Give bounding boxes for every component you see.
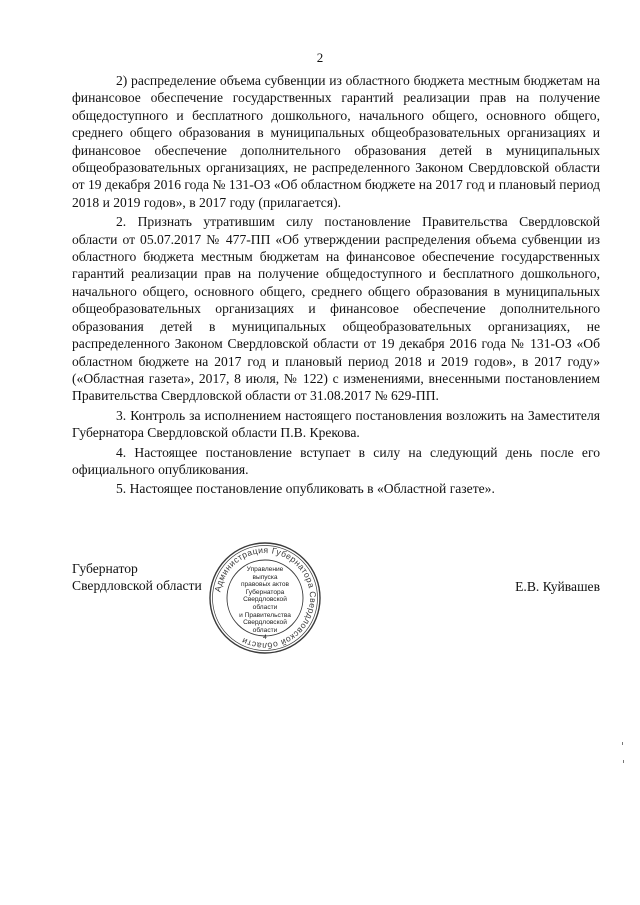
official-seal [207, 540, 323, 656]
seal-line: Свердловской [243, 619, 287, 627]
scan-speck [623, 760, 624, 763]
seal-ring-text: Администрация Губернатора Свердловской области [212, 544, 319, 652]
signatory-position [72, 560, 202, 594]
paragraph-1: 2) распределение объема субвенции из областного бюджета местным бюджетам на финансовое обеспечение государственных гарантий реализации прав на получение общедоступного и бесплатного дошкольного, начального общего, основного общего, среднего общего образования в муниципальных общеобразовательных организациях и финансовое обеспечение дополнительного образования детей в муниципальных общеобразовательных организациях, не распределенного Законом Свердловской области от 19 декабря 2016 года № 131-ОЗ «Об областном бюджете на 2017 год и плановый период 2018 и 2019 годов», в 2017 году (прилагается). [72, 73, 600, 210]
page-number: 2 [316, 50, 324, 65]
seal-line: и Правительства [239, 611, 291, 619]
signature-block [72, 544, 600, 670]
seal-line: правовых актов [240, 581, 290, 589]
paragraph-2: 2. Признать утратившим силу постановление Правительства Свердловской области от 05.07.2017 № 477-ПП «Об утверждении распределения объема субвенции из областного бюджета местным бюджетам на финансовое обеспечение государственных гарантий реализации прав на получение общедоступного и бесплатного дошкольного, начального общего, основного общего, среднего общего образования в муниципальных общеобразовательных организациях и финансовое обеспечение дополнительного образования детей в муниципальных общеобразовательных организациях, не распределенного Законом Свердловской области от 19 декабря 2016 года № 131-ОЗ «Об областном бюджете на 2017 год и плановый период 2018 и 2019 годов», в 2017 году» («Областная газета», 2017, 8 июля, № 122) с изменениями, внесенными постановлением Правительства Свердловской области от 31.08.2017 № 629-ПП. [72, 214, 600, 404]
paragraph-3: 3. Контроль за исполнением настоящего постановления возложить на Заместителя Губернатора Свердловской области П.В. Крекова. [72, 407, 600, 441]
scan-speck [622, 742, 623, 745]
document-body [72, 72, 600, 500]
seal-line: Губернатора [245, 588, 285, 596]
seal-line: Свердловской области [243, 596, 287, 611]
seal-line: выпуска [252, 573, 278, 581]
paragraph-4: 4. Настоящее постановление вступает в силу на следующий день после его официального опубликования. [72, 444, 600, 477]
seal-inner-text [231, 566, 299, 642]
seal-line: области [252, 626, 278, 634]
signatory-position-line2: Свердловской области [72, 578, 202, 593]
seal-line: 4 [263, 634, 267, 642]
seal-line: Управление [246, 566, 284, 573]
signatory-position-line1: Губернатор [72, 561, 138, 576]
signatory-name: Е.В. Куйвашев [515, 579, 600, 594]
paragraph-5: 5. Настоящее постановление опубликовать в «Областной газете». [116, 481, 495, 497]
